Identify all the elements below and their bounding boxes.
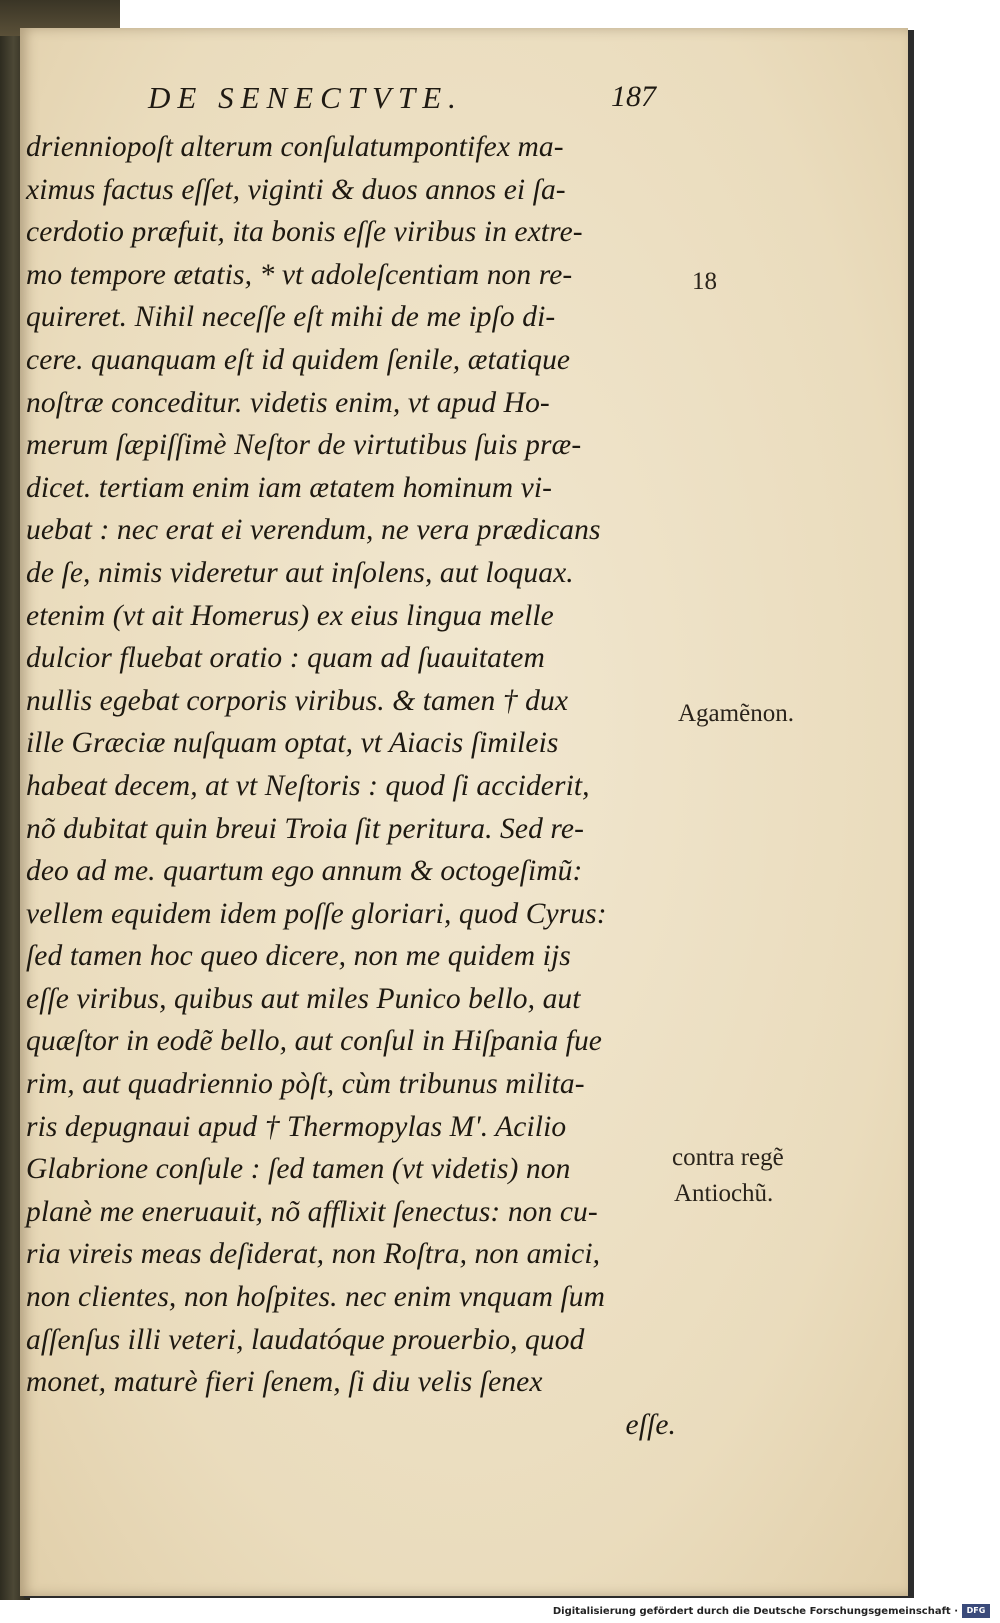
text-line: merum ſæpiſſimè Neſtor de virtutibus ſuis præ- [26,429,582,462]
text-line: quæſtor in eodẽ bello, aut conſul in Hiſpania fue [26,1025,603,1058]
text-line: non clientes, non hoſpites. nec enim vnquam ſum [26,1281,606,1314]
page-header [126,80,656,120]
text-line: ximus factus eſſet, viginti & duos annos ei ſa- [26,173,566,206]
catchword: eſſe. [625,1408,676,1441]
margin-note-contra-rege: contra regẽ [672,1144,784,1171]
margin-line-number: 18 [692,268,717,295]
text-line: dulcior fluebat oratio : quam ad ſuauitatem [26,642,545,675]
text-line: uebat : nec erat ei verendum, ne vera prædicans [26,514,601,547]
text-line: ſed tamen hoc queo dicere, non me quidem ijs [26,940,571,973]
funding-credit: Digitalisierung gefördert durch die Deutsche Forschungsgemeinschaft · [552,1606,958,1617]
text-line: eſſe viribus, quibus aut miles Punico bello, aut [26,982,581,1015]
text-line: noſtræ conceditur. videtis enim, vt apud Ho- [26,386,550,419]
text-line: quireret. Nihil neceſſe eſt mihi de me ipſo di- [26,301,556,334]
text-line: habeat decem, at vt Neſtoris : quod ſi acciderit, [26,769,590,802]
text-line: nõ dubitat quin breui Troia ſit peritura. Sed re- [26,812,585,845]
margin-note-antiochu: Antiochũ. [674,1180,774,1207]
text-line: aſſenſus illi veteri, laudatóque prouerbio, quod [26,1323,585,1356]
text-line: drienniopoſt alterum conſulatumpontifex ma- [26,131,564,163]
body-text [26,126,686,1446]
page-number: 187 [611,80,656,113]
text-line: monet, maturè fieri ſenem, ſi diu velis ſenex [26,1366,543,1399]
text-line: rim, aut quadriennio pòſt, cùm tribunus milita- [26,1068,585,1101]
text-line: mo tempore ætatis, * vt adoleſcentiam non re- [26,258,573,291]
text-line: ille Græciæ nuſquam optat, vt Aiacis ſimileis [26,727,559,760]
text-line: etenim (vt ait Homerus) ex eius lingua melle [26,599,554,632]
dfg-logo: DFG [962,1604,990,1618]
text-line: vellem equidem idem poſſe gloriari, quod Cyrus: [26,897,607,930]
text-line: de ſe, nimis videretur aut inſolens, aut loquax. [26,556,574,589]
text-line: ria vireis meas deſiderat, non Roſtra, non amici, [26,1238,601,1271]
margin-note-agamemnon: Agamẽnon. [678,700,794,727]
text-line: nullis egebat corporis viribus. & tamen † dux [26,684,569,717]
text-line: cere. quanquam eſt id quidem ſenile, ætatique [26,343,571,376]
running-title: DE SENECTVTE. [148,80,463,115]
text-line: dicet. tertiam enim iam ætatem hominum vi- [26,471,553,504]
text-line: ris depugnaui apud † Thermopylas M'. Acilio [26,1110,567,1143]
text-line: Glabrione conſule : ſed tamen (vt videtis) non [26,1153,571,1186]
text-line: planè me eneruauit, nõ afflixit ſenectus: non cu- [26,1195,598,1228]
text-line: deo ad me. quartum ego annum & octogeſimũ: [26,855,583,888]
text-line: cerdotio præfuit, ita bonis eſſe viribus in extre- [26,216,583,249]
